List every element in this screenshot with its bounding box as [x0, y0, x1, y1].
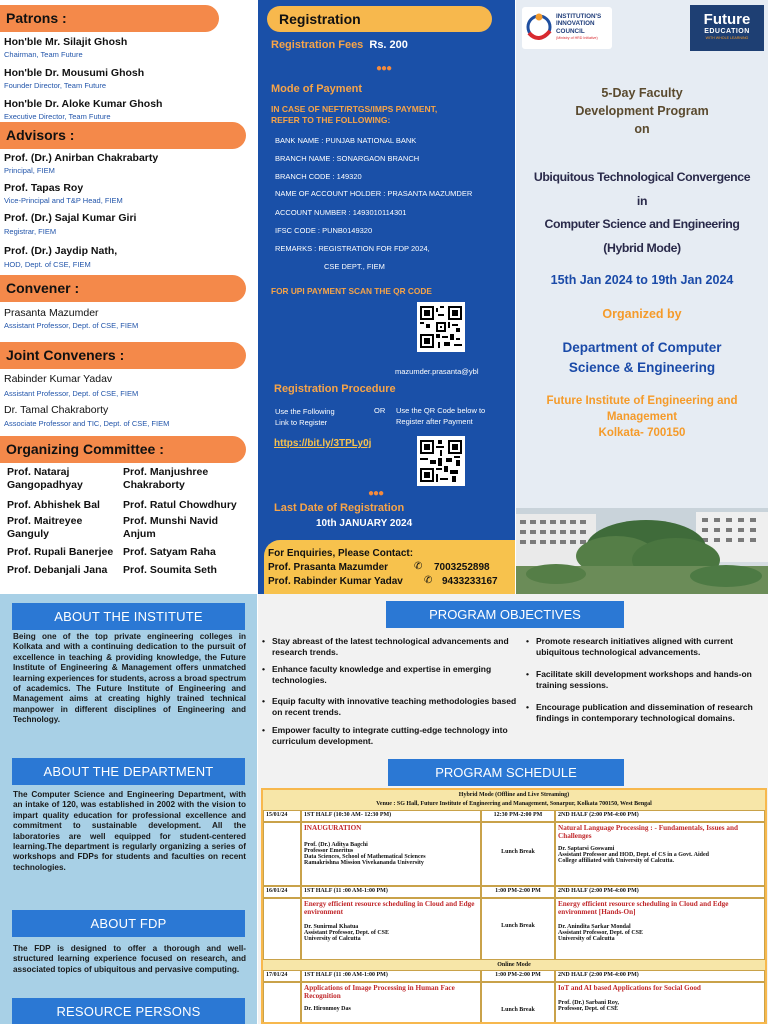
about-institute-heading: ABOUT THE INSTITUTE	[12, 603, 245, 630]
patron-name: Hon'ble Mr. Silajit Ghosh	[4, 36, 128, 48]
enquiries-heading: For Enquiries, Please Contact:	[268, 548, 414, 559]
registration-link[interactable]: https://bit.ly/3TPLy0j	[274, 438, 372, 449]
schedule-venue: Venue : SG Hall, Future Institute of Engineering and Management, Sonarpur, Kolkata 700150, West Bengal	[376, 801, 652, 807]
fdp-title-line: on	[634, 122, 650, 136]
speaker-line: Dr. Sunirmal Khatua	[304, 924, 359, 930]
joint-convener-role: Associate Professor and TIC, Dept. of CSE, FIEM	[4, 419, 170, 428]
program-objectives-heading: PROGRAM OBJECTIVES	[386, 601, 624, 628]
session-title: Energy efficient resource scheduling in Cloud and Edge environment [Hands-On]	[558, 900, 729, 916]
speaker-line: Assistant Professor, Dept. of CSE	[558, 930, 644, 936]
program-dates: 15th Jan 2024 to 19th Jan 2024	[550, 273, 734, 287]
objective-item: • Promote research initiatives aligned with current ubiquitous technological advancements.	[526, 636, 764, 657]
upi-qr-code-icon[interactable]	[417, 302, 465, 352]
schedule-mode: Hybrid Mode (Offline and Live Streaming)	[458, 792, 570, 798]
committee-member: Prof. Debanjali Jana	[7, 564, 108, 576]
session-cell	[301, 898, 481, 960]
department-line: Science & Engineering	[568, 359, 716, 375]
objective-item: • Enhance faculty knowledge and expertise in emerging technologies.	[262, 664, 524, 685]
speaker-line: Dr. Anindita Sarkar Mondal	[558, 924, 631, 930]
registration-procedure-heading: Registration Procedure	[274, 383, 396, 395]
iic-emblem-icon	[524, 11, 554, 45]
advisor-name: Prof. (Dr.) Sajal Kumar Giri	[4, 212, 137, 224]
speaker-line: College affiliated with University of Calcutta.	[558, 858, 674, 864]
speaker-line: Prof. (Dr.) Aditya Bagchi	[304, 842, 368, 848]
divider-dots-icon: ●●●	[368, 488, 384, 499]
committee-member: Prof. Manjushree Chakraborty	[123, 466, 209, 491]
fdp-title-line: 5-Day Faculty	[601, 86, 683, 100]
contact-phone[interactable]: 7003252898	[434, 562, 490, 573]
session-cell	[301, 822, 481, 886]
fdp-title-line: Development Program	[575, 104, 709, 118]
divider-dots-icon: ●●●	[376, 63, 392, 74]
organizing-committee-heading: Organizing Committee :	[0, 436, 246, 463]
topic-line: (Hybrid Mode)	[603, 240, 681, 255]
patron-name: Hon'ble Dr. Aloke Kumar Ghosh	[4, 98, 163, 110]
mode-of-payment-heading: Mode of Payment	[271, 83, 363, 95]
institute-line: Management	[606, 411, 678, 423]
advisor-role: Registrar, FIEM	[4, 227, 57, 236]
speaker-line: Assistant Professor and HOD, Dept. of CS in a Govt. Aided	[558, 852, 709, 858]
bank-detail: IFSC CODE : PUNB0149320	[275, 226, 373, 235]
advisor-name: Prof. Tapas Roy	[4, 182, 84, 194]
first-half-time: 1ST HALF (10:30 AM- 12:30 PM)	[301, 810, 481, 822]
advisor-role: Vice-Principal and T&P Head, FIEM	[4, 196, 123, 205]
department-line: Department of Computer	[562, 340, 722, 355]
organized-by: Organized by	[602, 307, 682, 321]
session-title: Applications of Image Processing in Human Face Recognition	[304, 984, 455, 1000]
committee-member: Prof. Rupali Banerjee	[7, 546, 114, 558]
program-schedule-heading: PROGRAM SCHEDULE	[388, 759, 624, 786]
future-logo-sub: EDUCATION	[704, 28, 750, 35]
speaker-line: Prof. (Dr.) Sarbani Roy,	[558, 1000, 620, 1006]
second-half-time: 2ND HALF (2:00 PM-4:00 PM)	[555, 886, 765, 898]
procedure-or: OR	[374, 406, 386, 415]
about-department-body: The Computer Science and Engineering Department, with an intake of 120, was established in 2002 with the vision to impart quality education for professional excellence and commitment to sustainable development. All the laboratories are well equipped for student-centered learning.The department is regularly organizing a series of workshops and FDPs for students and faculties on recent technologies.	[13, 790, 246, 872]
break-time: 1:00 PM-2:00 PM	[481, 970, 555, 982]
program-panel	[258, 594, 768, 1024]
objective-item: • Equip faculty with innovative teaching methodologies based on recent trends.	[262, 696, 524, 717]
objective-item: • Facilitate skill development workshops and hands-on training sessions.	[526, 669, 764, 690]
committee-panel	[0, 0, 257, 594]
bank-detail: REMARKS : REGISTRATION FOR FDP 2024,	[275, 244, 430, 253]
institute-line: Kolkata- 700150	[598, 427, 686, 439]
topic-line: in	[636, 193, 648, 208]
registration-heading: Registration	[267, 6, 492, 32]
day-date: 15/01/24	[263, 810, 301, 822]
lunch-break: Lunch Break	[481, 898, 555, 960]
session-cell	[301, 982, 481, 1024]
patron-role: Chairman, Team Future	[4, 50, 83, 59]
objective-item: • Stay abreast of the latest technological advancements and research trends.	[262, 636, 524, 657]
advisor-role: Principal, FIEM	[4, 166, 55, 175]
neft-line: IN CASE OF NEFT/RTGS/IMPS PAYMENT,	[271, 104, 438, 114]
iic-line: COUNCIL	[556, 27, 585, 35]
bank-detail: BRANCH NAME : SONARGAON BRANCH	[275, 154, 420, 163]
first-half-time: 1ST HALF (11 :00 AM-1:00 PM)	[301, 970, 481, 982]
session-cell	[555, 898, 765, 960]
joint-conveners-heading: Joint Conveners :	[0, 342, 246, 369]
campus-photo	[516, 508, 768, 594]
iic-line: INSTITUTION'S	[556, 13, 602, 20]
registration-qr-code-icon[interactable]	[417, 436, 465, 486]
lunch-break: Lunch Break	[481, 982, 555, 1024]
joint-convener-name: Rabinder Kumar Yadav	[4, 373, 113, 383]
convener-heading: Convener :	[0, 275, 246, 302]
patron-role: Executive Director, Team Future	[4, 112, 111, 121]
phone-icon: ✆	[424, 575, 433, 586]
registration-panel	[258, 0, 515, 594]
upi-line: FOR UPI PAYMENT SCAN THE QR CODE	[271, 286, 432, 296]
session-title: IoT and AI based Applications for Social Good	[558, 984, 701, 992]
resource-persons-heading: RESOURCE PERSONS	[12, 998, 245, 1024]
committee-member: Prof. Maitreyee Ganguly	[7, 515, 83, 540]
about-department-heading: ABOUT THE DEPARTMENT	[12, 758, 245, 785]
last-date-value: 10th JANUARY 2024	[316, 518, 413, 529]
speaker-line: University of Calcutta	[558, 936, 615, 942]
enquiries-box	[264, 540, 515, 594]
procedure-left: Use the Following Link to Register	[275, 407, 335, 427]
bank-detail: BANK NAME : PUNJAB NATIONAL BANK	[275, 136, 417, 145]
speaker-line: Assistant Professor, Dept. of CSE	[304, 930, 390, 936]
joint-convener-role: Assistant Professor, Dept. of CSE, FIEM	[4, 389, 139, 398]
cover-panel	[516, 0, 768, 594]
speaker-line: Ramakrishna Mission Vivekananda University	[304, 860, 424, 866]
about-fdp-body: The FDP is designed to offer a thorough and well-structured learning experience focused on research, and associated topics of ubiquitous and pervasive computing.	[13, 944, 246, 974]
about-institute-body: Being one of the top private engineering colleges in Kolkata and with a continuing dedication to the pursuit of excellence in teaching & providing knowledge, the Future Institute of Engineering & Management offers unmatched learning experiences for students, across a broad spectrum of academics. The Future Institute of Engineering and Management aims at creating highly trained technical manpower in different disciplines of Engineering and Technology.	[13, 632, 246, 725]
objective-item: • Empower faculty to integrate cutting-edge technology into curriculum development.	[262, 725, 524, 746]
speaker-line: University of Calcutta	[304, 936, 361, 942]
convener-role: Assistant Professor, Dept. of CSE, FIEM	[4, 321, 139, 330]
session-cell	[555, 982, 765, 1024]
iic-line: INNOVATION	[556, 20, 595, 28]
committee-member: Prof. Soumita Seth	[123, 564, 217, 576]
speaker-line: Data Sciences, School of Mathematical Sciences	[304, 854, 426, 860]
about-panel	[0, 594, 257, 1024]
registration-fees	[271, 39, 408, 51]
contact-name: Prof. Rabinder Kumar Yadav	[268, 576, 403, 587]
advisor-role: HOD, Dept. of CSE, FIEM	[4, 260, 91, 269]
advisors-heading: Advisors :	[0, 122, 246, 149]
iic-logo	[522, 7, 612, 49]
bank-detail: NAME OF ACCOUNT HOLDER : PRASANTA MAZUMDER	[275, 189, 473, 198]
committee-member: Prof. Ratul Chowdhury	[123, 499, 237, 511]
topic-line: Computer Science and Engineering	[544, 217, 740, 231]
second-half-time: 2ND HALF (2:00 PM-4:00 PM)	[555, 970, 765, 982]
phone-icon: ✆	[414, 561, 423, 572]
patron-name: Hon'ble Dr. Mousumi Ghosh	[4, 67, 145, 79]
committee-member: Prof. Munshi Navid Anjum	[123, 515, 219, 540]
day-date: 17/01/24	[263, 970, 301, 982]
advisor-name: Prof. (Dr.) Anirban Chakrabarty	[4, 152, 159, 164]
committee-member: Prof. Abhishek Bal	[7, 499, 100, 511]
patron-role: Founder Director, Team Future	[4, 81, 106, 90]
objective-item: • Encourage publication and dissemination of research findings in contemporary technological domains.	[526, 702, 764, 723]
about-fdp-heading: ABOUT FDP	[12, 910, 245, 937]
break-time: 1:00 PM-2:00 PM	[481, 886, 555, 898]
break-time: 12:30 PM-2:00 PM	[481, 810, 555, 822]
session-title: Energy efficient resource scheduling in Cloud and Edge environment	[304, 900, 475, 916]
procedure-right: Use the QR Code below to Register after Payment	[396, 406, 486, 426]
last-date-label: Last Date of Registration	[274, 502, 405, 514]
committee-member: Prof. Nataraj Gangopadhyay	[7, 466, 83, 491]
session-cell	[555, 822, 765, 886]
upi-id: mazumder.prasanta@ybl	[395, 367, 479, 376]
neft-line: REFER TO THE FOLLOWING:	[271, 115, 391, 125]
bank-detail: ACCOUNT NUMBER : 1493010114301	[275, 208, 407, 217]
institute-line: Future Institute of Engineering and	[546, 395, 738, 407]
first-half-time: 1ST HALF (11 :00 AM-1:00 PM)	[301, 886, 481, 898]
bank-detail: CSE DEPT., FIEM	[324, 262, 385, 271]
iic-line: (Ministry of HRD Initiative)	[556, 36, 598, 41]
convener-name: Prasanta Mazumder	[4, 307, 99, 319]
lunch-break: Lunch Break	[481, 822, 555, 886]
session-title: Natural Language Processing : - Fundamentals, Issues and Challenges	[558, 824, 738, 840]
online-mode-row: Online Mode	[263, 960, 765, 970]
contact-phone[interactable]: 9433233167	[442, 576, 498, 587]
topic-line: Ubiquitous Technological Convergence	[533, 170, 751, 184]
future-education-logo	[690, 5, 764, 51]
bank-detail: BRANCH CODE : 149320	[275, 172, 362, 181]
future-logo-tag: WITH WHOLE LEARNING	[705, 36, 749, 40]
patrons-heading: Patrons :	[0, 5, 219, 32]
contact-name: Prof. Prasanta Mazumder	[268, 562, 389, 573]
future-logo-text: Future	[703, 11, 751, 28]
session-title: INAUGURATION	[304, 824, 362, 832]
speaker-line: Dr. Saptarsi Goswami	[558, 846, 615, 852]
speaker-line: Professor Emeritus	[304, 848, 354, 854]
joint-convener-name: Dr. Tamal Chakraborty	[4, 404, 109, 416]
schedule-header-row	[263, 790, 765, 810]
second-half-time: 2ND HALF (2:00 PM-4:00 PM)	[555, 810, 765, 822]
speaker-line: Professor, Dept. of CSE	[558, 1006, 619, 1012]
day-date: 16/01/24	[263, 886, 301, 898]
fees-label: Registration Fees	[271, 39, 364, 51]
speaker-line: Dr. Hironmoy Das	[304, 1006, 351, 1012]
advisor-name: Prof. (Dr.) Jaydip Nath,	[4, 245, 118, 257]
committee-member: Prof. Satyam Raha	[123, 546, 216, 558]
schedule-table	[261, 788, 767, 1024]
fees-value: Rs. 200	[369, 39, 408, 51]
